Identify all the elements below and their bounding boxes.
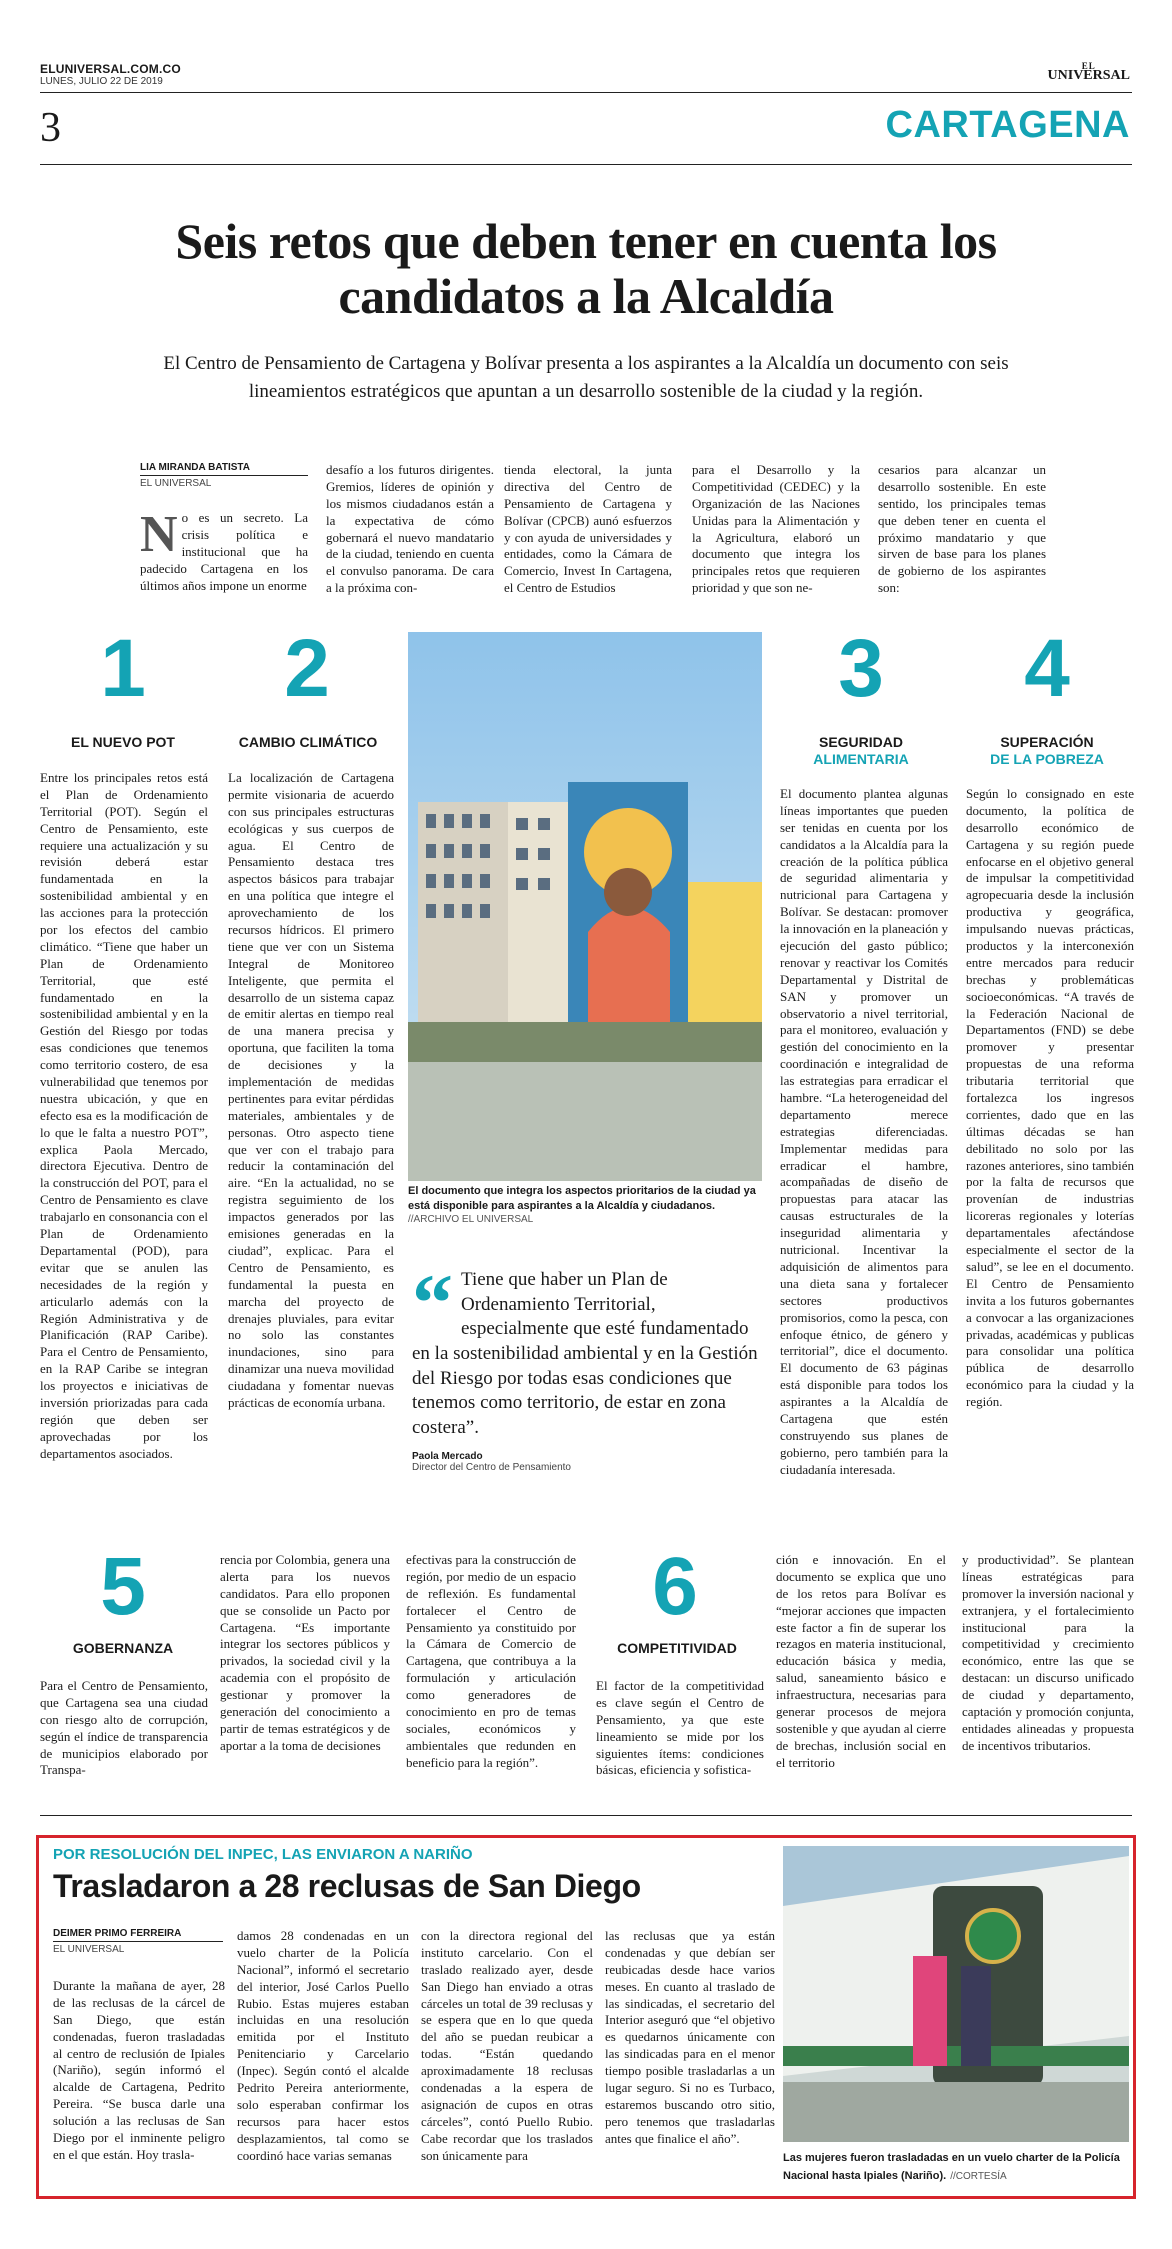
quote-name: Paola Mercado (412, 1450, 483, 1462)
secondary-col-1: Durante la mañana de ayer, 28 de las reclusas de la cárcel de San Diego, que están condenadas, fueron trasladadas al centro de reclusión de Ipiales (Nariño), según informó el alcalde de Cartagena, Pedrito Pereira. “Se busca darle una solución a las reclusas de San Diego por el inminente peligro en el que están. Hoy trasla- (53, 1978, 225, 2162)
reto-2-number: 2 (284, 623, 330, 714)
secondary-author: DEIMER PRIMO FERREIRA (53, 1928, 182, 1939)
author-name: LIA MIRANDA BATISTA (140, 462, 250, 473)
reto-6-col-3: y productividad”. Se plantean líneas estratégicas para promover la inversión nacional y extranjera, y el fortalecimiento institucional para la competitividad y crecimiento económico, entre las que se destacan: un discurso unificado de ciudad y departamento, captación y promoción conjunta, entidades alineadas y propuesta de incentivos tributarios. (962, 1552, 1134, 1753)
intro-col-2: desafío a los futuros dirigentes. Gremios, líderes de opinión y los mismos ciudadanos están a la expectativa de cómo gobernará el nuevo mandatario de la ciudad, teniendo en cuenta el convulso panorama. De cara a la próxima con- (326, 462, 494, 596)
cartagena-photo (408, 632, 762, 1181)
intro-col-4: para el Desarrollo y la Competitividad (CEDEC) y la Organización de las Naciones Unidas para la Alimentación y la Agricultura, elaboró un documento que integra los principales retos que requieren prioridad y que son ne- (692, 462, 860, 596)
reto-4-text: Según lo consignado en este documento, la política de desarrollo económico de Cartagena y su región puede enfocarse en el objetivo general de impulsar la competitividad agropecuaria desde la inclusión productiva y geográfica, impulsando nuevas prácticas, productos y la interconexión entre mercados para reducir brechas y problemáticas socioeconómicas. “A través de la Federación Nacional de Departamentos (FND) se debe promover y presentar propuestas de una reforma tributaria territorial que fortalezca los ingresos corrientes, dado que en las últimas décadas se han debilitado no solo por las razones anteriores, sino también por la falta de recursos que provenían de industrias licoreras regionales y loterías departamentales afectándose especialmente el sector de la salud”, se lee en el documento. El Centro de Pensamiento invita a los futuros gobernantes a convocar a las organizaciones privadas, académicas y publicas para consolidar una política pública de desarrollo económico para la ciudad y la región. (966, 786, 1134, 1410)
section-title: CARTAGENA (885, 104, 1130, 146)
reto-5-title: GOBERNANZA (72, 1640, 174, 1656)
author-org: EL UNIVERSAL (140, 478, 212, 489)
page-number: 3 (40, 105, 61, 151)
pull-quote (412, 1257, 758, 1473)
reto-3-title: SEGURIDAD ALIMENTARIA (813, 734, 909, 767)
secondary-org: EL UNIVERSAL (53, 1944, 125, 1955)
footer-rule (40, 1815, 1132, 1816)
aircraft-photo (783, 1846, 1129, 2142)
reto-5-number: 5 (100, 1541, 146, 1632)
photo-caption-block (408, 1184, 762, 1225)
reto-4-number: 4 (1024, 623, 1070, 714)
site-url: ELUNIVERSAL.COM.CO (40, 62, 181, 76)
reto-1-title: EL NUEVO POT (71, 734, 175, 750)
secondary-kicker: POR RESOLUCIÓN DEL INPEC, LAS ENVIARON A NARIÑO (53, 1846, 473, 1863)
intro-col-3: tienda electoral, la junta directiva del Centro de Pensamiento de Cartagena y Bolívar (CPCB) aunó esfuerzos y con ayuda de universidades y entidades, como la Cámara de Comercio, Invest In Cartagena, el Centro de Estudios (504, 462, 672, 596)
reto-2-title: CAMBIO CLIMÁTICO (238, 734, 378, 750)
secondary-headline: Trasladaron a 28 reclusas de San Diego (53, 1868, 641, 1904)
secondary-byline-rule (53, 1941, 223, 1942)
secondary-col-2: damos 28 condenadas en un vuelo charter de la Policía Nacional”, informó el secretario del interior, José Carlos Puello Rubio. Estas mujeres estaban incluidas en una resolución emitida por el Instituto Penitenciario y Carcelario (Inpec). Según contó el alcalde Pedrito Pereira anteriormente, solo esperaban confirmar los recursos para hacer estos desplazamientos, tal como se coordinó hace varias semanas (237, 1928, 409, 2163)
reto-6-number: 6 (652, 1541, 698, 1632)
logo-top: EL (1081, 61, 1096, 71)
secondary-col-4: las reclusas que ya están condenadas y que debían ser reubicadas desde hace varios meses. En cuanto al traslado de las sindicadas, el secretario del Interior aseguró que “el objetivo es quedarnos únicamente con las sindicadas para en el menor tiempo posible trasladarlas a un lugar seguro. Si no es Turbaco, estaremos buscando otro sitio, pero tenemos que trasladarlas antes que finalice el año”. (605, 1928, 775, 2146)
byline (140, 462, 308, 489)
intro-col-5: cesarios para alcanzar un desarrollo sostenible. En este sentido, los principales temas que deben tener en cuenta el próximo mandatario y que sirven de base para los planes de gobierno de los aspirantes son: (878, 462, 1046, 596)
reto-5-col-2: rencia por Colombia, genera una alerta para los nuevos candidatos. Para ello proponen que se consolide un Pacto por Cartagena. “Es importante integrar los sectores públicos y privados, la sociedad civil y la academia con el propósito de gestionar y promover la generación del conocimiento a partir de temas estratégicos y de aportar a la toma de decisiones (220, 1552, 391, 1753)
reto-5-text: Para el Centro de Pensamiento, que Cartagena sea una ciudad con riesgo alto de corrupción, según el índice de transparencia de municipios elaborado por Transpa- (40, 1678, 208, 1778)
reto-5-col-3: efectivas para la construcción de región, por medio de un espacio de reflexión. Es fundamental fortalecer el Centro de Pensamiento ya constituido por la Cámara de Comercio de Cartagena, que contribuya a la formulación y articulación como generadores de conocimiento en pro de temas sociales, económicos y ambientales que redunden en beneficio para la región”. (406, 1552, 576, 1770)
reto-1-number: 1 (100, 623, 146, 714)
quote-text: Tiene que haber un Plan de Ordenamiento Territorial, especialmente que esté fundamentado en la sostenibilidad ambiental y en la Gestión del Riesgo por todas esas condiciones que tenemos como territorio, de estar en zona costera”. (412, 1269, 758, 1439)
article-deck: El Centro de Pensamiento de Cartagena y Bolívar presenta a los aspirantes a la Alcaldía un documento con seis lineamientos estratégicos que apuntan a un desarrollo sostenible de la ciudad y la región. (163, 353, 1009, 402)
secondary-photo-credit: //CORTESÍA (950, 2171, 1007, 2182)
plane-boarding-illustration (783, 1846, 1129, 2142)
header-rule (40, 92, 1132, 93)
secondary-byline (53, 1928, 223, 1955)
secondary-photo-caption-block (783, 2148, 1129, 2184)
city-building-illustration (408, 632, 762, 1181)
issue-date: LUNES, JULIO 22 DE 2019 (40, 76, 163, 87)
reto-3-text: El documento plantea algunas líneas importantes que pueden ser tenidas en cuenta por los candidatos a la Alcaldía para la creación de la política pública de seguridad alimentaria y nutricional para Cartagena y Bolívar. Se destacan: promover la innovación en la planeación y ejecución del gasto público; renovar y reactivar los Comités Departamental y Distrital de SAN y promover un observatorio a nivel territorial, para el monitoreo, evaluación y gestión del conocimiento en la coordinación e integralidad de las estrategias para erradicar el hambre. “La heterogeneidad del departamento merece estrategias diferenciadas. Implementar medidas para erradicar el hambre, acompañadas de diseño de propuestas para atacar las causas estructurales de la inseguridad alimentaria y nutricional. Incentivar la adquisición de alimentos para una dieta sana y fortalecer sectores productivos promisorios, como la pesca, con enfoque étnico, de género y territorial”, dice el documento. El documento de 63 páginas está disponible para todos los aspirantes a la Alcaldía de Cartagena que estén construyendo sus planes de gobierno, pero también para la ciudadanía interesada. (780, 786, 948, 1477)
reto-2-text: La localización de Cartagena permite visionaria de acuerdo con sus principales estructuras ecológicas y sus cuerpos de agua. El Centro de Pensamiento destaca tres aspectos básicos para trabajar en una política que integre el aprovechamiento de los recursos hídricos. El primero tiene que ver con un Sistema Integral de Monitoreo Inteligente, que permita el desarrollo de un sistema capaz de emitir alertas en tiempo real de una manera precisa y oportuna, que faciliten la toma de decisiones y la implementación de medidas pertinentes para evitar pérdidas materiales, ambientales y de personas. Otro aspecto tiene que ver con el trabajo para reducir la contaminación del aire. “En la actualidad, no se registra seguimiento de los impactos generados por las emisiones generadas en la ciudad”, explicac. Para el Centro de Pensamiento, es fundamental la puesta en marcha del proyecto de drenajes pluviales, para evitar no solo las constantes inundaciones, sino para dinamizar una nueva movilidad ciudadana y fomentar nuevas prácticas de economía urbana. (228, 770, 394, 1410)
reto-4-title: SUPERACIÓN DE LA POBREZA (990, 734, 1104, 767)
reto-6-col-2: ción e innovación. En el documento se explica que uno de los retos para Bolívar es “mejorar acciones que impacten este factor a fin de superar los rezagos en materia institucional, educación básica y media, salud, saneamiento básico e infraestructura, necesarias para generar procesos de mejora sostenible y que ayudan al cierre de brechas, inclusión social en el territorio (776, 1552, 947, 1770)
main-headline: Seis retos que deben tener en cuenta los candidatos a la Alcaldía (175, 213, 997, 324)
secondary-col-3: con la directora regional del instituto carcelario. Con el traslado realizado ayer, desde San Diego han enviado a otras cárceles un total de 39 reclusas y se espera que en lo que queda del año se puedan reubicar a todas. “Están quedando aproximadamente 18 reclusas condenadas a la espera de asignación de cupos en otras cárceles”, contó Puello Rubio. Cabe recordar que los traslados son únicamente para (421, 1928, 593, 2163)
drop-cap: N (140, 506, 178, 563)
logo-bottom: UNIVERSAL (1047, 68, 1130, 84)
byline-rule (140, 475, 308, 476)
section-rule (40, 164, 1132, 165)
reto-6-title: COMPETITIVIDAD (617, 1640, 737, 1656)
quote-mark-icon: “ (412, 1257, 453, 1348)
secondary-photo-caption: Las mujeres fueron trasladadas en un vuelo charter de la Policía Nacional hasta Ipiales (Nariño). (783, 2152, 1120, 2182)
photo-credit: //ARCHIVO EL UNIVERSAL (408, 1213, 534, 1225)
photo-caption: El documento que integra los aspectos prioritarios de la ciudad ya está disponible para aspirantes a la Alcaldía y ciudadanos. (408, 1185, 756, 1212)
intro-col-1: No es un secreto. La crisis política e institucional que ha padecido Cartagena en los últimos años impone un enorme (140, 506, 308, 593)
reto-6-text: El factor de la competitividad es clave según el Centro de Pensamiento, ya que este lineamiento se mide por los siguientes ítems: condiciones básicas, eficiencia y sofistica- (596, 1678, 764, 1778)
quote-role: Director del Centro de Pensamiento (412, 1461, 571, 1473)
newspaper-logo (1048, 62, 1130, 83)
reto-3-number: 3 (838, 623, 884, 714)
reto-1-text: Entre los principales retos está el Plan de Ordenamiento Territorial (POT). Según el Centro de Pensamiento, este requiere una actualización y su revisión deberá estar fundamentada en la sostenibilidad ambiental y en las acciones para la protección por los efectos del cambio climático. “Tiene que haber un Plan de Ordenamiento Territorial, que esté fundamentado en la sostenibilidad ambiental y en la Gestión del Riesgo por todas esas condiciones que tenemos como territorio costero, de esa vulnerabilidad que tenemos por nuestra ubicación, y que en efecto esa es la modificación de lo que le falta a nuestro POT”, explica Paola Mercado, directora Ejecutiva. Dentro de la construcción del POT, para el Centro de Pensamiento es clave trabajarlo en consonancia con el Plan de Ordenamiento Departamental (POD), para evitar que se anulen las necesidades de la región y articularlo además con la Región Administrativa y de Planificación (RAP Caribe). Para el Centro de Pensamiento, en la RAP Caribe se integran los proyectos e iniciativas de inversión priorizadas para cada región que deben ser aprovechadas por los departamentos asociados. (40, 770, 208, 1461)
secondary-story (36, 1835, 1136, 2199)
